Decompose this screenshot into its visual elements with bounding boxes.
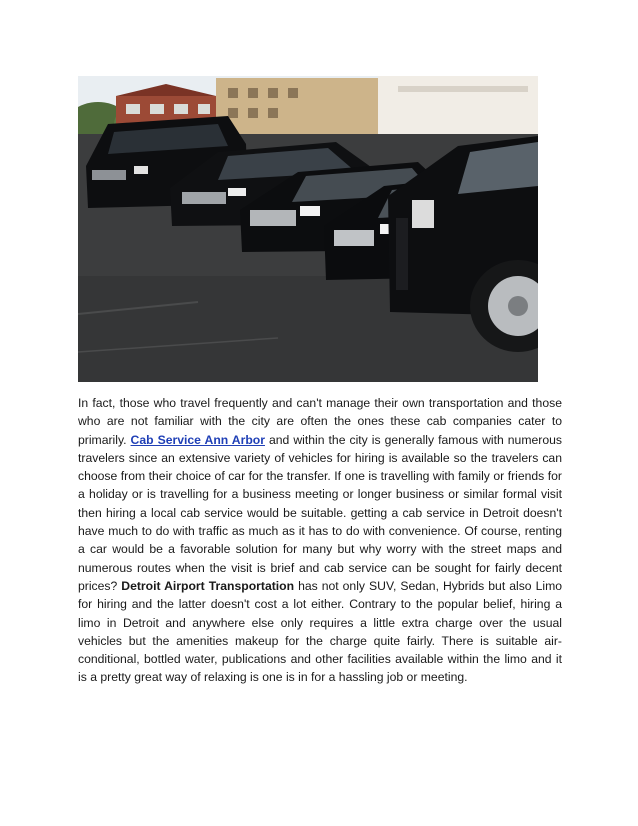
article-text-2: and within the city is generally famous with numerous travelers since an extensive variety of vehicles for hiring is available so the travelers can choose from their choice of car for the transfer. If one is travelling with family or friends for a holiday or is travelling for a business meeting or longer business or similar formal visit then hiring a local cab service would be suitable. getting a cab service in Detroit doesn't have much to do with traffic as much as it has to do with convenience. Of course, renting a car would be a favorable solution for many but why worry with the street maps and numerous routes when the visit is brief and cab service can be sought for fairly decent prices? bbox=[78, 432, 562, 593]
detroit-airport-transportation-bold: Detroit Airport Transportation bbox=[121, 578, 295, 593]
article-text-3: has not only SUV, Sedan, Hybrids but also Limo for hiring and the latter doesn't cost a lot either. Contrary to the popular belief, hiring a limo in Detroit and anywhere else only requires a little extra charge over the usual vehicles but the amenities makeup for the charge quite fairly. There is suitable air-conditional, bottled water, publications and other facilities available within the limo and it is a pretty great way of relaxing is one is in for a hassling job or meeting. bbox=[78, 578, 562, 685]
article-body bbox=[78, 394, 562, 687]
parked-cars-illustration bbox=[78, 76, 538, 382]
black-cars-photo bbox=[78, 76, 538, 382]
article-text-1: In fact, those who travel frequently and can't manage their own transportation and those who are not familiar with the city are often the ones these cab companies cater to primarily. bbox=[78, 396, 562, 447]
cab-service-ann-arbor-link[interactable]: Cab Service Ann Arbor bbox=[130, 432, 265, 447]
